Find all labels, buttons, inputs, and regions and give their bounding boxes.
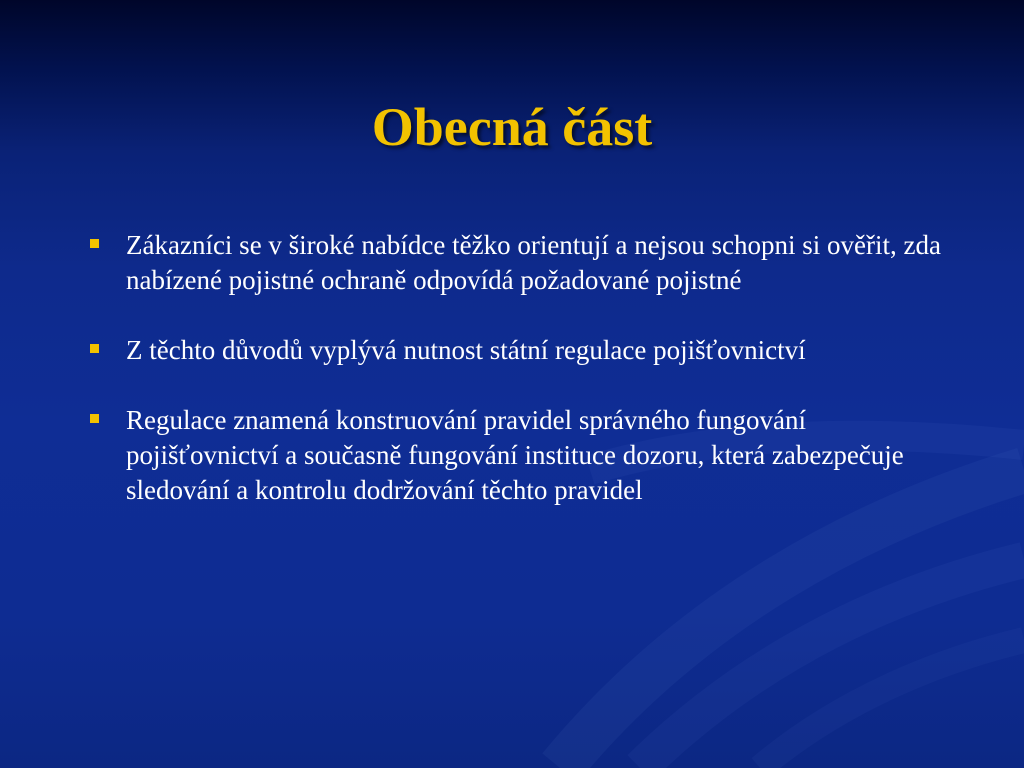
slide-title: Obecná část <box>371 97 653 157</box>
bullet-item <box>90 333 950 368</box>
bullet-text: Z těchto důvodů vyplývá nutnost státní regulace pojišťovnictví <box>126 335 806 365</box>
square-bullet-icon <box>90 414 99 423</box>
bullet-item <box>90 403 950 508</box>
bullet-item <box>90 228 950 298</box>
square-bullet-icon <box>90 344 99 353</box>
bullet-text: Regulace znamená konstruování pravidel správného fungování pojišťovnictví a současně fungování instituce dozoru, která zabezpečuje sledování a kontrolu dodržování těchto pravidel <box>126 405 904 505</box>
bullet-list <box>90 228 950 543</box>
square-bullet-icon <box>90 239 99 248</box>
bullet-text: Zákazníci se v široké nabídce těžko orientují a nejsou schopni si ověřit, zda nabízené pojistné ochraně odpovídá požadované pojistné <box>126 230 941 295</box>
